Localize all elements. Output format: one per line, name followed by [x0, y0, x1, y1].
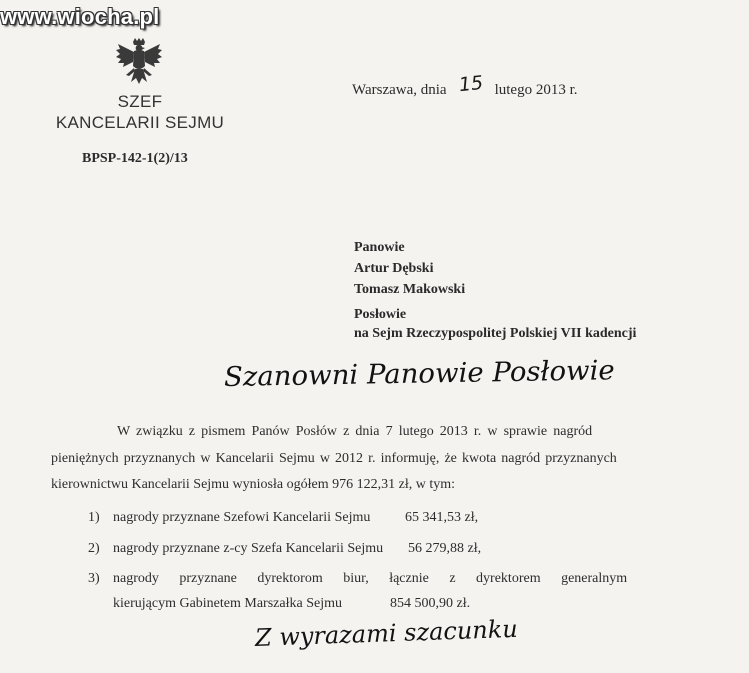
- recipient-line-5: na Sejm Rzeczypospolitej Polskiej VII kadencji: [354, 326, 637, 341]
- list-item-1-value: 65 341,53 zł,: [405, 510, 479, 525]
- list-item-3-value: 854 500,90 zł.: [390, 596, 471, 611]
- body-line-1: W związku z pismem Panów Posłów z dnia 7 lutego 2013 r. w sprawie nagród: [117, 424, 593, 439]
- list-item-1-text: nagrody przyznane Szefowi Kancelarii Sejmu: [113, 510, 371, 525]
- body-line-3: kierownictwu Kancelarii Sejmu wyniosła ogółem 976 122,31 zł, w tym:: [51, 477, 455, 492]
- list-item-2-text: nagrody przyznane z-cy Szefa Kancelarii Sejmu: [113, 541, 384, 556]
- list-item-3-text-cont: kierującym Gabinetem Marszałka Sejmu: [113, 596, 342, 611]
- reference-number: BPSP-142-1(2)/13: [82, 151, 188, 166]
- list-item-1-number: 1): [88, 510, 100, 525]
- dateline-suffix: lutego 2013 r.: [494, 82, 578, 98]
- issuer-title-line1: SZEF: [117, 92, 163, 111]
- site-watermark: www.wiocha.pl: [0, 4, 160, 29]
- polish-eagle-emblem-icon: [114, 38, 164, 90]
- dateline-prefix: Warszawa, dnia: [352, 82, 447, 98]
- list-item-2-value: 56 279,88 zł,: [408, 541, 482, 556]
- handwritten-day: 15: [457, 71, 484, 97]
- list-item-3-number: 3): [88, 571, 100, 586]
- handwritten-salutation: Szanowni Panowie Posłowie: [223, 355, 615, 393]
- recipient-line-3: Tomasz Makowski: [354, 282, 466, 297]
- dateline: [352, 71, 578, 99]
- handwritten-closing: Z wyrazami szacunku: [254, 614, 519, 652]
- issuer-title-line2: KANCELARII SEJMU: [55, 113, 225, 132]
- recipient-line-1: Panowie: [354, 240, 405, 255]
- recipient-line-4: Posłowie: [354, 307, 407, 322]
- list-item-2-number: 2): [88, 541, 100, 556]
- recipient-line-2: Artur Dębski: [354, 261, 434, 276]
- list-item-3-text: nagrody przyznane dyrektorom biur, łącznie z dyrektorem generalnym: [113, 571, 628, 586]
- body-line-2: pieniężnych przyznanych w Kancelarii Sejmu w 2012 r. informuję, że kwota nagród przyznanych: [51, 451, 617, 466]
